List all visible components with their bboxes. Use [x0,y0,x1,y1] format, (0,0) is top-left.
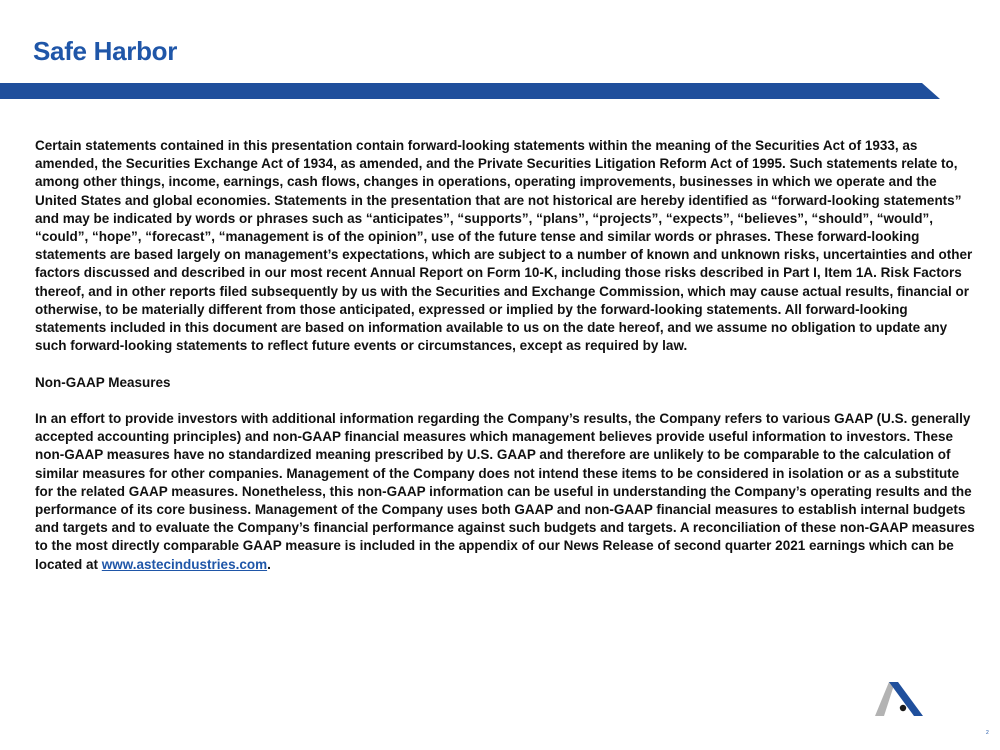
non-gaap-paragraph [35,410,975,574]
slide-title: Safe Harbor [33,36,178,66]
logo-left-stroke [875,682,895,716]
astec-a-logo-icon [872,676,928,718]
safe-harbor-paragraph: Certain statements contained in this presentation contain forward-looking statements within the meaning of the Securities Act of 1933, as amended, the Securities Exchange Act of 1934, as amended, and the Private Securities Litigation Reform Act of 1995. Such statements relate to, among other things, income, earnings, cash flows, changes in operations, operating improvements, businesses in which we operate and the United States and global economies. Statements in the presentation that are not historical are hereby identified as “forward-looking statements” and may be indicated by words or phrases such as “anticipates”, “supports”, “plans”, “projects”, “expects”, “believes”, “should”, “would”, “could”, “hope”, “forecast”, “management is of the opinion”, use of the future tense and similar words or phrases. These forward-looking statements are based largely on management’s expectations, which are subject to a number of known and unknown risks, uncertainties and other factors discussed and described in our most recent Annual Report on Form 10-K, including those risks described in Part I, Item 1A. Risk Factors thereof, and in other reports filed subsequently by us with the Securities and Exchange Commission, which may cause actual results, financial or otherwise, to be materially different from those anticipated, expressed or implied by the forward-looking statements. All forward-looking statements included in this document are based on information available to us on the date hereof, and we assume no obligation to update any such forward-looking statements to reflect future events or circumstances, except as required by law. [35,138,973,354]
logo-right-stroke [889,682,923,716]
non-gaap-heading: Non-GAAP Measures [35,374,171,390]
page-number: 2 [986,730,989,736]
company-website-link[interactable]: www.astecindustries.com [101,556,268,572]
title-accent-bar [0,83,940,99]
logo-dot [900,705,906,711]
slide-body [35,137,975,592]
non-gaap-text: In an effort to provide investors with additional information regarding the Company’s results, the Company refers to various GAAP (U.S. generally accepted accounting principles) and non-GAAP financial measures which management believes provide useful information to investors. These non-GAAP measures have no standardized meaning prescribed by U.S. GAAP and therefore are unlikely to be comparable to the calculation of similar measures for other companies. Management of the Company does not intend these items to be considered in isolation or as a substitute for the related GAAP measures. Nonetheless, this non-GAAP information can be useful in understanding the Company’s operating results and the performance of its core business. Management of the Company uses both GAAP and non-GAAP financial measures to establish internal budgets and targets and to evaluate the Company’s financial performance against such budgets and targets. A reconciliation of these non-GAAP measures to the most directly comparable GAAP measure is included in the appendix of our News Release of second quarter 2021 earnings which can be located at [35,411,975,572]
non-gaap-trailing: . [267,556,271,572]
